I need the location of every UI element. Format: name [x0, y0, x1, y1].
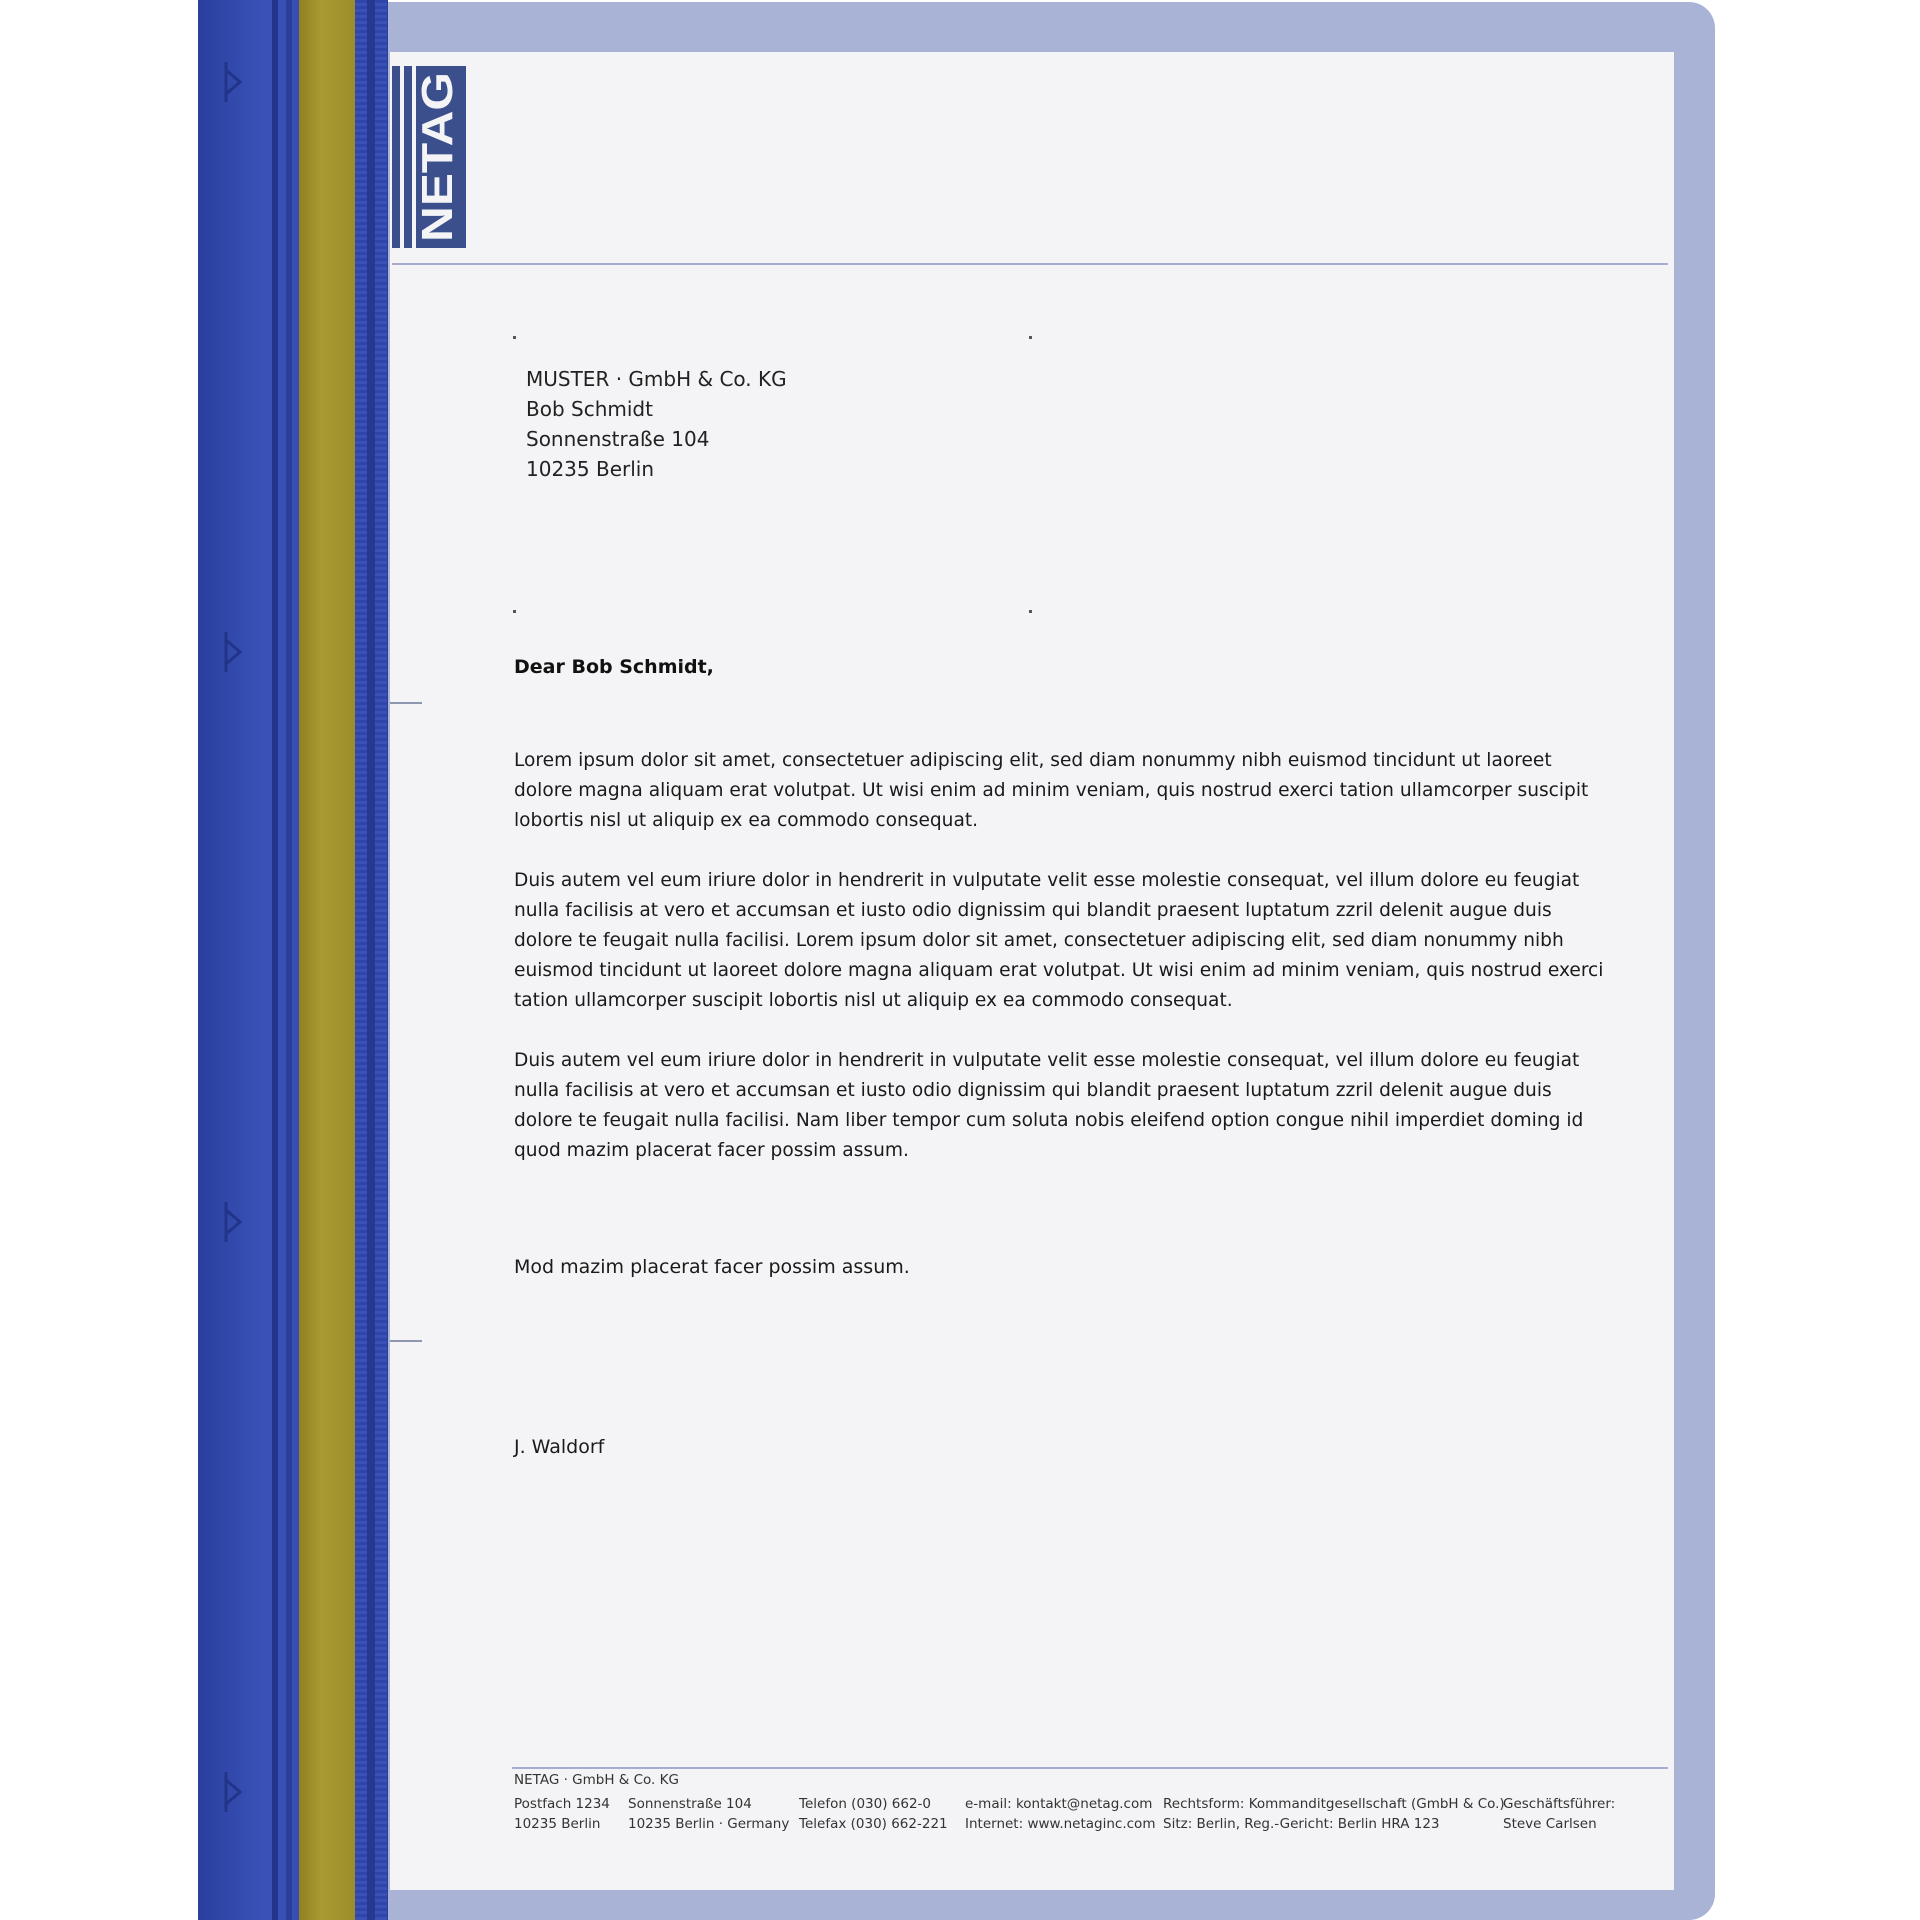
footer-web: [965, 1794, 1155, 1834]
recipient-city: 10235 Berlin: [526, 457, 655, 481]
clamp-rail-inner: [367, 0, 375, 1920]
body-paragraph: Duis autem vel eum iriure dolor in hendrerit in vulputate velit esse molestie consequat, vel illum dolore eu feugiat nulla facilisis at vero et accumsan et iusto odio dignissim qui blandit praesent luptatum zzril delenit augue duis dolore te feugait nulla facilisi. Lorem ipsum dolor sit amet, consectetuer adipiscing elit, sed diam nonummy nibh euismod tincidunt ut laoreet dolore magna aliquam erat volutpat. Ut wisi enim ad minim veniam, quis nostrud exerci tation ullamcorper suscipit lobortis nisl ut aliquip ex ea commodo consequat.: [514, 870, 1604, 1011]
recipient-name: Bob Schmidt: [526, 397, 653, 421]
binder-clip-icon: [222, 1770, 246, 1814]
footer-line: Sitz: Berlin, Reg.-Gericht: Berlin HRA 123: [1163, 1816, 1440, 1832]
fold-mark: [390, 702, 422, 704]
letter-body: [514, 746, 1612, 1196]
footer-director: [1503, 1794, 1615, 1834]
address-window-mark: [513, 336, 516, 339]
binder-clip-icon: [222, 630, 246, 674]
netag-logo: [392, 66, 466, 248]
address-window-mark: [1029, 610, 1032, 613]
footer-line: Rechtsform: Kommanditgesellschaft (GmbH & Co.): [1163, 1796, 1505, 1812]
fold-mark: [390, 1340, 422, 1342]
footer-rule: [512, 1767, 1668, 1769]
footer-company: NETAG · GmbH & Co. KG: [514, 1772, 679, 1788]
binder-clip-icon: [222, 60, 246, 104]
footer-line: Internet: www.netaginc.com: [965, 1816, 1156, 1832]
binder-clip-icon: [222, 1200, 246, 1244]
footer-line: 10235 Berlin: [514, 1816, 601, 1832]
address-window-mark: [1029, 336, 1032, 339]
body-paragraph: Duis autem vel eum iriure dolor in hendrerit in vulputate velit esse molestie consequat, vel illum dolore eu feugiat nulla facilisis at vero et accumsan et iusto odio dignissim qui blandit praesent luptatum zzril delenit augue duis dolore te feugait nulla facilisi. Nam liber tempor cum soluta nobis eleifend option congue nihil imperdiet doming id quod mazim placerat facer possim assum.: [514, 1050, 1584, 1161]
footer-line: Telefax (030) 662-221: [799, 1816, 948, 1832]
footer-line: 10235 Berlin · Germany: [628, 1816, 790, 1832]
footer-line: Sonnenstraße 104: [628, 1796, 752, 1812]
footer-line: Postfach 1234: [514, 1796, 610, 1812]
label-strip: [299, 0, 355, 1920]
spine-edge: [286, 0, 292, 1920]
footer-line: Geschäftsführer:: [1503, 1796, 1616, 1812]
logo-text: NETAG: [413, 91, 462, 242]
footer-postbox: [514, 1794, 610, 1834]
spine-edge: [272, 0, 278, 1920]
recipient-street: Sonnenstraße 104: [526, 427, 710, 451]
footer-legal: [1163, 1794, 1505, 1834]
address-window-mark: [513, 610, 516, 613]
footer-line: Telefon (030) 662-0: [799, 1796, 931, 1812]
body-paragraph: Lorem ipsum dolor sit amet, consectetuer adipiscing elit, sed diam nonummy nibh euismod tincidunt ut laoreet dolore magna aliquam erat volutpat. Ut wisi enim ad minim veniam, quis nostrud exerci tation ullamcorper suscipit lobortis nisl ut aliquip ex ea commodo consequat.: [514, 750, 1589, 831]
footer-address: [628, 1794, 789, 1834]
recipient-address: [526, 364, 787, 484]
footer-line: Steve Carlsen: [1503, 1816, 1597, 1832]
header-rule: [392, 263, 1668, 265]
closing-line: Mod mazim placerat facer possim assum.: [514, 1256, 910, 1278]
signature: J. Waldorf: [514, 1436, 605, 1458]
recipient-company: MUSTER · GmbH & Co. KG: [526, 367, 787, 391]
footer-phone: [799, 1794, 948, 1834]
salutation: Dear Bob Schmidt,: [514, 656, 714, 678]
footer-line: e-mail: kontakt@netag.com: [965, 1796, 1153, 1812]
